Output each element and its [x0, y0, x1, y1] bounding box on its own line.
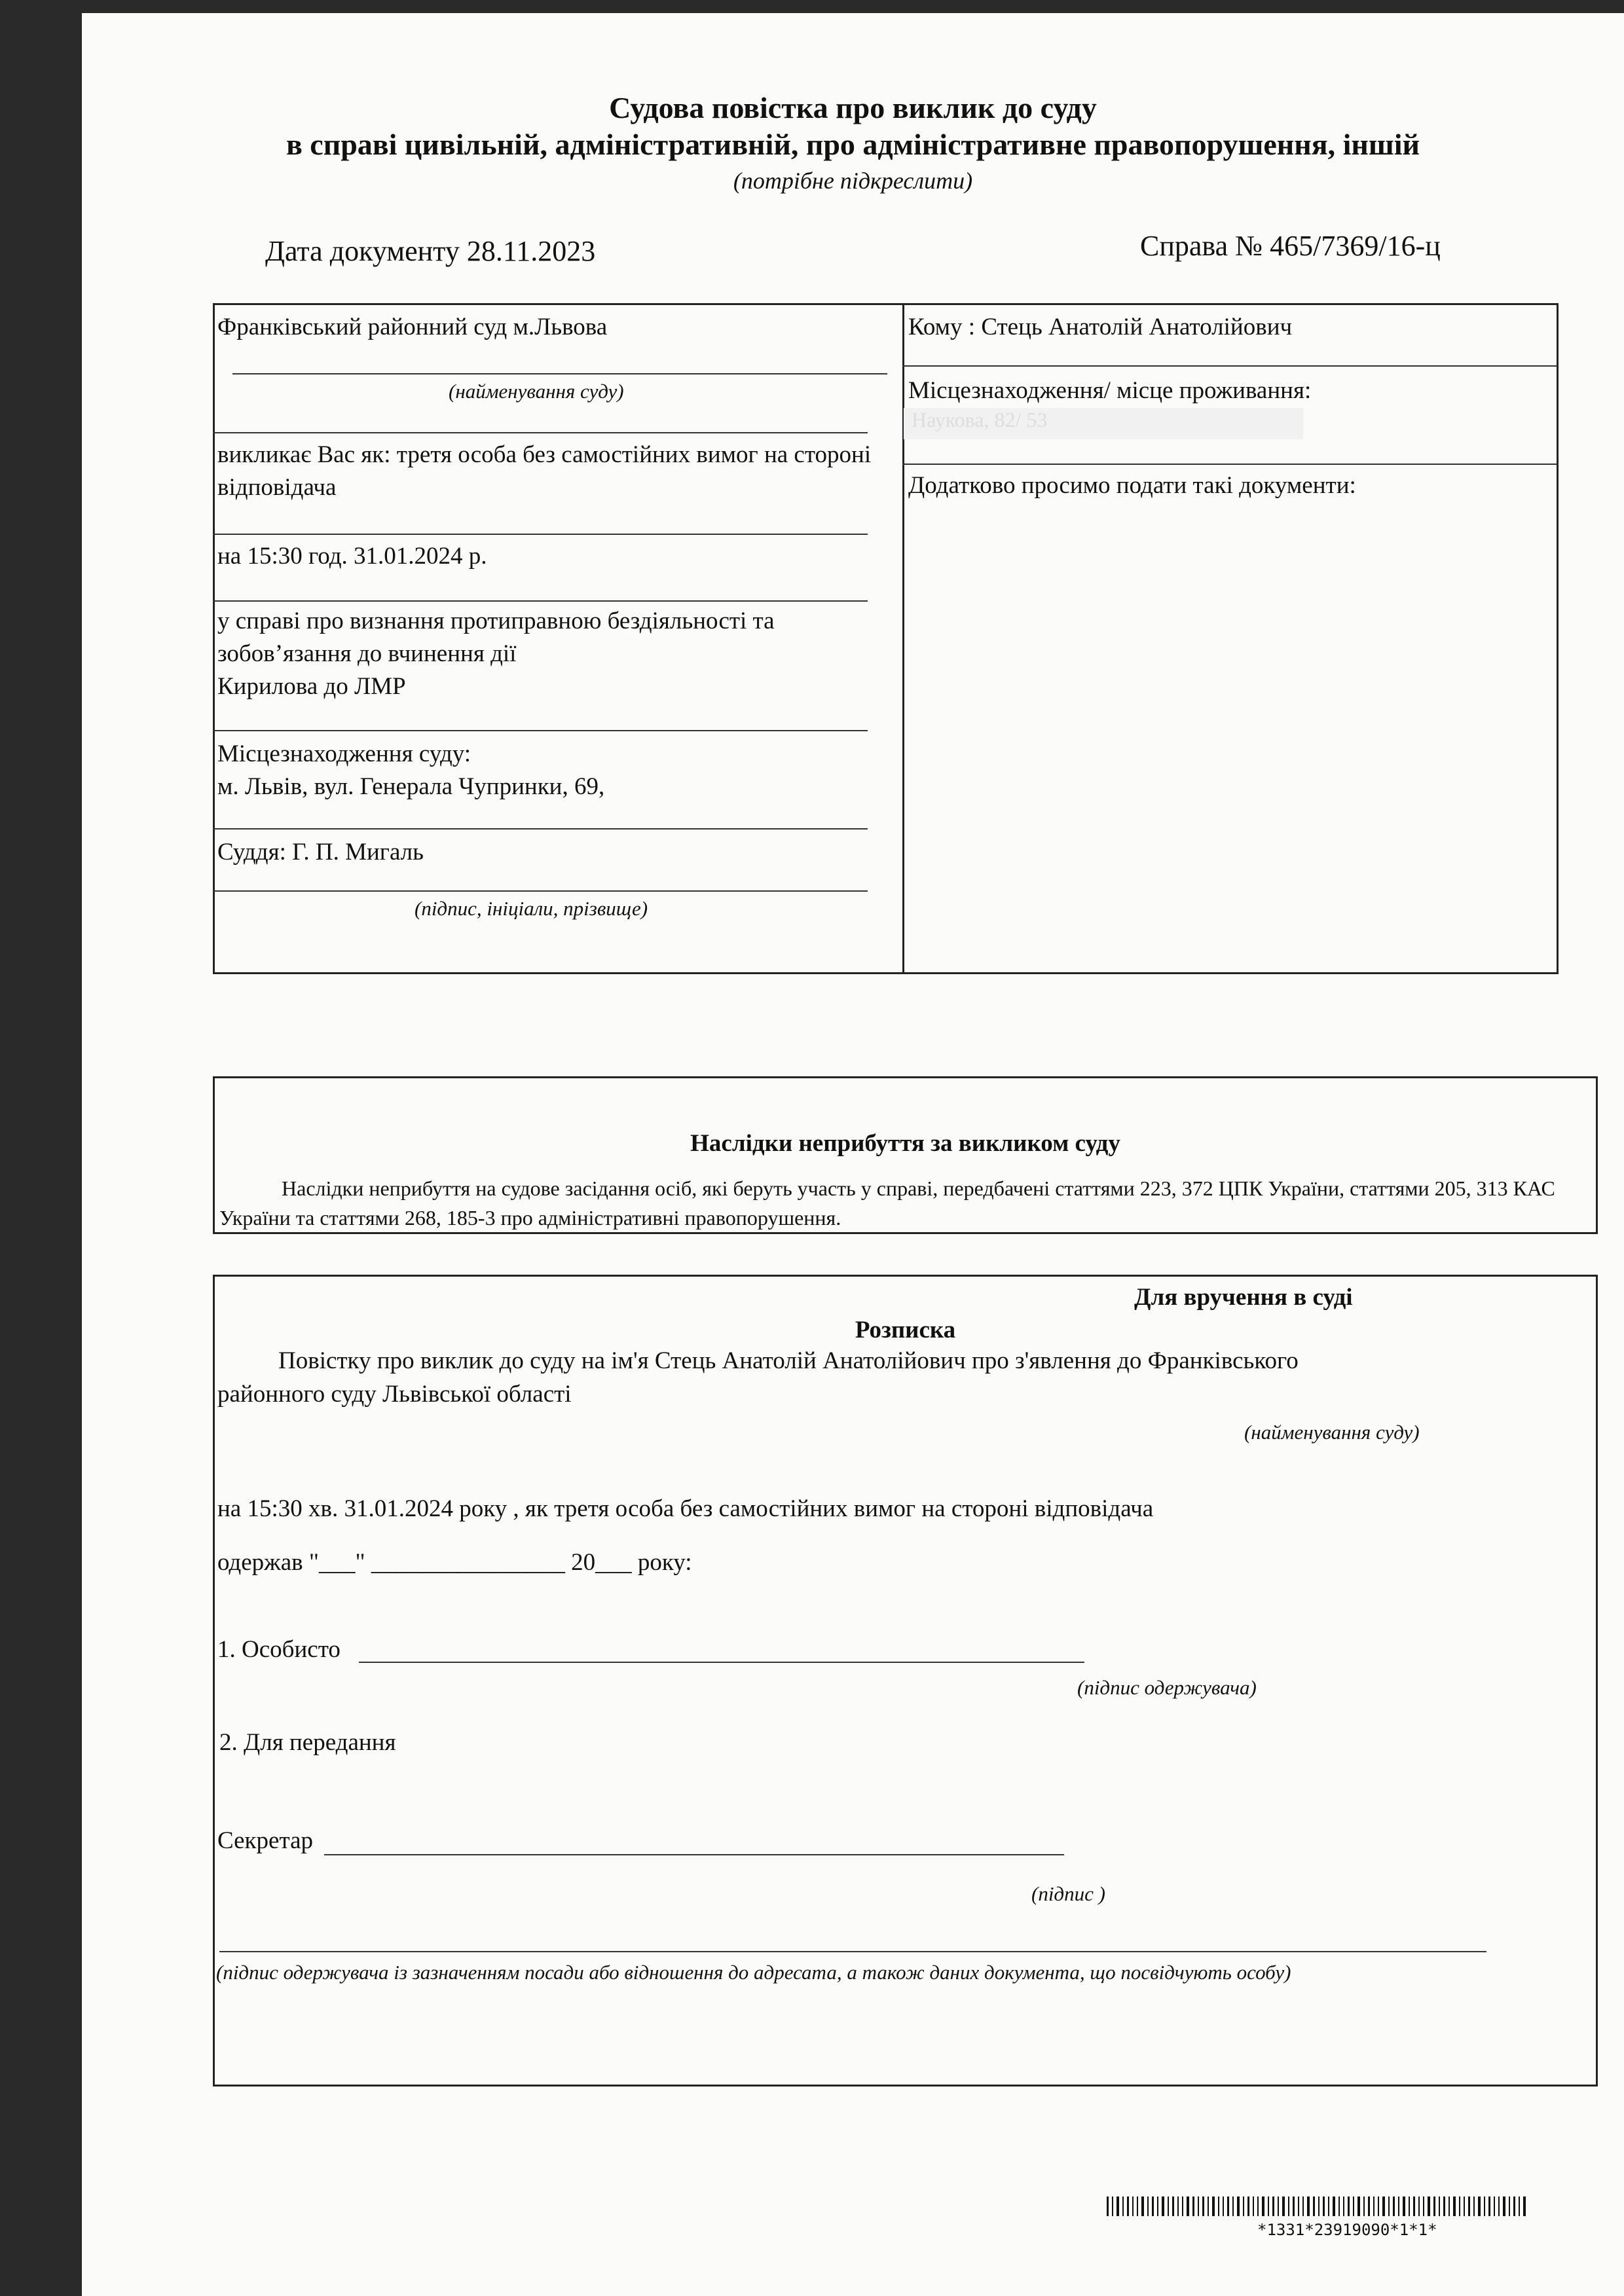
- court-location-label: Місцезнаходження суду:: [217, 740, 471, 767]
- case-subject-3: Кирилова до ЛМР: [217, 673, 406, 700]
- rule: [902, 365, 1557, 367]
- personally-signature-line: [359, 1662, 1084, 1663]
- for-transfer-label: 2. Для передання: [219, 1729, 396, 1756]
- document-date: Дата документу 28.11.2023: [265, 235, 596, 267]
- receipt-heading: Розписка: [855, 1317, 956, 1343]
- recipient-caption: (підпис одержувача із зазначенням посади або відношення до адресата, а також даних документа, що посвідчують особу): [216, 1961, 1291, 1984]
- hearing-time: на 15:30 год. 31.01.2024 р.: [217, 543, 487, 570]
- residence-value: Наукова, 82/ 53: [904, 408, 1303, 439]
- case-number: Справа № 465/7369/16-ц: [1140, 230, 1441, 262]
- rule: [213, 600, 868, 602]
- document-barcode: [1107, 2196, 1529, 2216]
- received-date-line: одержав "___" ________________ 20___ року:: [217, 1549, 692, 1576]
- for-court-label: Для вручення в суді: [1134, 1284, 1353, 1311]
- rule: [213, 432, 868, 433]
- addressee: Кому : Стець Анатолій Анатолійович: [908, 314, 1293, 340]
- title-line-1: Судова повістка про виклик до суду: [609, 91, 1097, 124]
- receipt-line-1: Повістку про виклик до суду на ім'я Стець Анатолій Анатолійович про з'явлення до Франківського: [278, 1347, 1299, 1374]
- secretary-label: Секретар: [217, 1827, 313, 1854]
- recipient-signature-line: [219, 1951, 1486, 1952]
- column-divider: [902, 303, 904, 974]
- judge-caption: (підпис, ініціали, прізвище): [415, 897, 648, 920]
- residence-label: Місцезнаходження/ місце проживання:: [908, 377, 1312, 404]
- secretary-signature-line: [324, 1854, 1064, 1855]
- receipt-line-2: районного суду Львівської області: [217, 1381, 572, 1408]
- court-name: Франківський районний суд м.Львова: [217, 314, 608, 340]
- judge-name: Суддя: Г. П. Мигаль: [217, 839, 424, 866]
- barcode-text: *1331*23919090*1*1*: [1257, 2221, 1437, 2239]
- summons-main-box: [213, 303, 1559, 974]
- receipt-time-line: на 15:30 хв. 31.01.2024 року , як третя особа без самостійних вимог на стороні відповідача: [217, 1495, 1154, 1522]
- extra-documents-label: Додатково просимо подати такі документи:: [908, 472, 1356, 499]
- case-subject-2: зобов’язання до вчинення дії: [217, 640, 517, 667]
- rule: [213, 534, 868, 535]
- court-name-line: [232, 373, 887, 374]
- secretary-caption: (підпис ): [1031, 1882, 1105, 1905]
- title-note: (потрібне підкреслити): [733, 168, 973, 194]
- consequences-heading: Наслідки неприбуття за викликом суду: [690, 1130, 1120, 1157]
- court-location-value: м. Львів, вул. Генерала Чупринки, 69,: [217, 773, 605, 800]
- summons-as: викликає Вас як: третя особа без самостійних вимог на стороні відповідача: [217, 441, 872, 501]
- personally-caption: (підпис одержувача): [1077, 1676, 1257, 1699]
- court-name-caption: (найменування суду): [449, 380, 624, 403]
- consequences-body: Наслідки неприбуття на судове засідання осіб, які беруть участь у справі, передбачені статтями 223, 372 ЦПК України, статтями 205, 313 КАС України та статтями 268, 185-3 про адміністративні правопорушення.: [219, 1176, 1555, 1230]
- rule: [213, 730, 868, 731]
- receipt-court-caption: (найменування суду): [1244, 1421, 1420, 1444]
- case-subject-1: у справі про визнання протиправною бездіяльності та: [217, 608, 775, 634]
- summons-page: [82, 13, 1624, 2296]
- personally-label: 1. Особисто: [217, 1636, 341, 1663]
- rule: [902, 464, 1557, 465]
- rule: [213, 828, 868, 829]
- title-line-2: в справі цивільній, адміністративній, про адміністративне правопорушення, іншій: [286, 128, 1420, 161]
- rule: [213, 890, 868, 892]
